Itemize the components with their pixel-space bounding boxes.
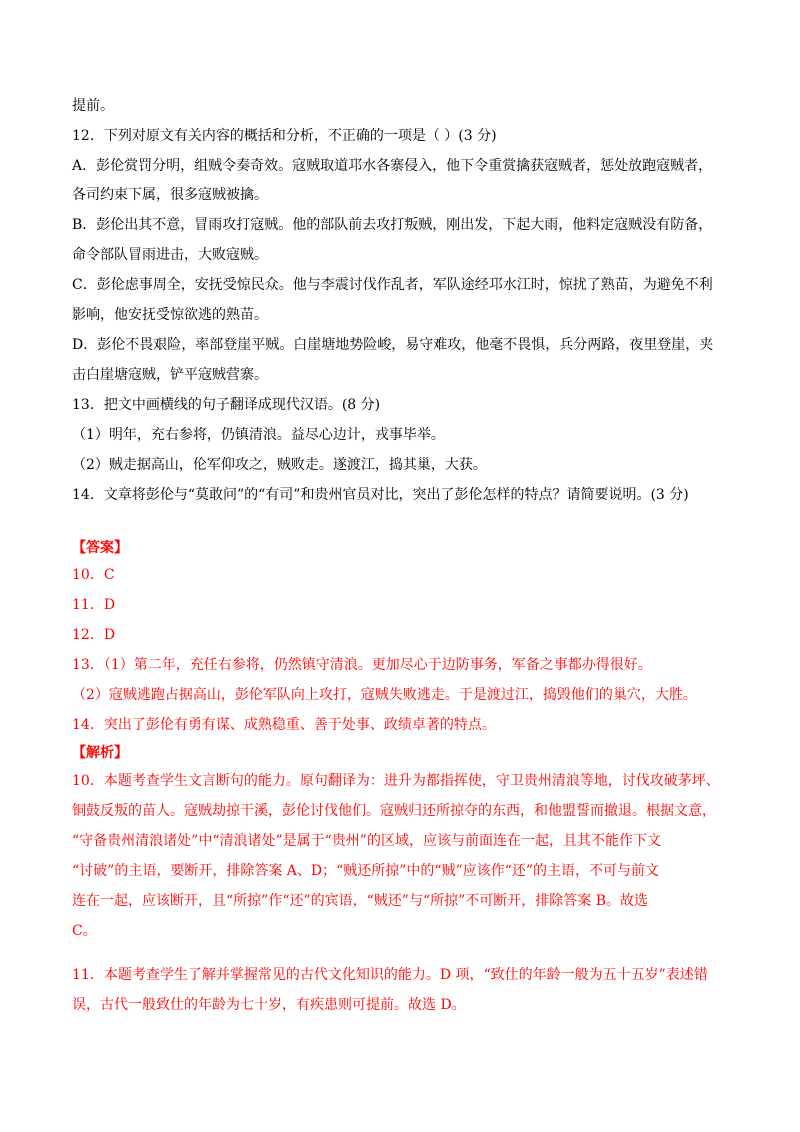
- question-13-sentence-2: （2）贼走据高山，伦军仰攻之，贼败走。遂渡江，捣其巢，大获。: [72, 457, 487, 473]
- question-12-stem: 12．下列对原文有关内容的概括和分析，不正确的一项是（ ）(3 分): [72, 128, 497, 144]
- answer-10: 10．C: [72, 567, 115, 583]
- analysis-10-line: C。: [72, 923, 97, 939]
- question-12-option-a-cont: 各司约束下属，很多寇贼被擒。: [72, 187, 268, 203]
- question-12-option-c-cont: 影响，他安抚受惊欲逃的熟苗。: [72, 307, 268, 323]
- answer-heading: 【答案】: [72, 540, 128, 556]
- analysis-10-line: 10．本题考查学生文言断句的能力。原句翻译为：进升为都指挥使，守卫贵州清浪等地，讨伐攻破茅坪、: [72, 773, 720, 789]
- answer-11: 11．D: [72, 597, 116, 613]
- analysis-10-line: “守备贵州清浪诸处”中“清浪诸处”是属于“贵州”的区域，应该与前面连在一起，且其不能作下文: [72, 833, 661, 849]
- question-12-option-d: D．彭伦不畏艰险，率部登崖平贼。白崖塘地势险峻，易守难攻，他毫不畏惧，兵分两路，夜里登崖，夹: [72, 337, 714, 353]
- answer-13-2: （2）寇贼逃跑占据高山，彭伦军队向上攻打，寇贼失败逃走。于是渡过江，捣毁他们的巢穴，大胜。: [72, 687, 697, 703]
- analysis-11-line: 误，古代一般致仕的年龄为七十岁，有疾患则可提前。故选 D。: [72, 997, 466, 1013]
- analysis-10-line: 铜鼓反叛的苗人。寇贼劫掠干溪，彭伦讨伐他们。寇贼归还所掠夺的东西，和他盟誓而撤退。根据文意，: [72, 803, 716, 819]
- analysis-11-line: 11．本题考查学生了解并掌握常见的古代文化知识的能力。D 项，“致仕的年龄一般为五十五岁”表述错: [72, 967, 708, 983]
- question-14-stem: 14．文章将彭伦与“莫敢问”的“有司”和贵州官员对比，突出了彭伦怎样的特点？请简要说明。(3 分): [72, 487, 689, 503]
- question-12-option-c: C．彭伦虑事周全，安抚受惊民众。他与李震讨伐作乱者，军队途经邛水江时，惊扰了熟苗，为避免不利: [72, 277, 713, 293]
- analysis-10-line: 连在一起，应该断开，且“所掠”作“还”的宾语，“贼还”与“所掠”不可断开，排除答案 B。故选: [72, 893, 648, 909]
- question-12-option-a: A．彭伦赏罚分明，组贼令奏奇效。寇贼取道邛水各寨侵入，他下令重赏擒获寇贼者，惩处放跑寇贼者，: [72, 158, 713, 174]
- question-12-option-b: B．彭伦出其不意，冒雨攻打寇贼。他的部队前去攻打叛贼，刚出发，下起大雨，他料定寇贼没有防备，: [72, 217, 713, 233]
- question-12-option-d-cont: 击白崖塘寇贼，铲平寇贼营寨。: [72, 367, 268, 383]
- text-line: 提前。: [72, 98, 114, 114]
- question-13-sentence-1: （1）明年，充右参将，仍镇清浪。益尽心边计，戎事毕举。: [72, 427, 445, 443]
- question-13-stem: 13．把文中画横线的句子翻译成现代汉语。(8 分): [72, 397, 381, 413]
- analysis-heading: 【解析】: [72, 745, 128, 761]
- answer-12: 12．D: [72, 627, 116, 643]
- analysis-10-line: “讨破”的主语，要断开，排除答案 A、D；“贼还所掠”中的“贼”应该作“还”的主语，不可与前文: [72, 863, 660, 879]
- answer-13-1: 13．（1）第二年，充任右参将，仍然镇守清浪。更加尽心于边防事务，军备之事都办得很好。: [72, 657, 652, 673]
- question-12-option-b-cont: 命令部队冒雨进击，大败寇贼。: [72, 247, 268, 263]
- answer-14: 14．突出了彭伦有勇有谋、成熟稳重、善于处事、政绩卓著的特点。: [72, 717, 496, 733]
